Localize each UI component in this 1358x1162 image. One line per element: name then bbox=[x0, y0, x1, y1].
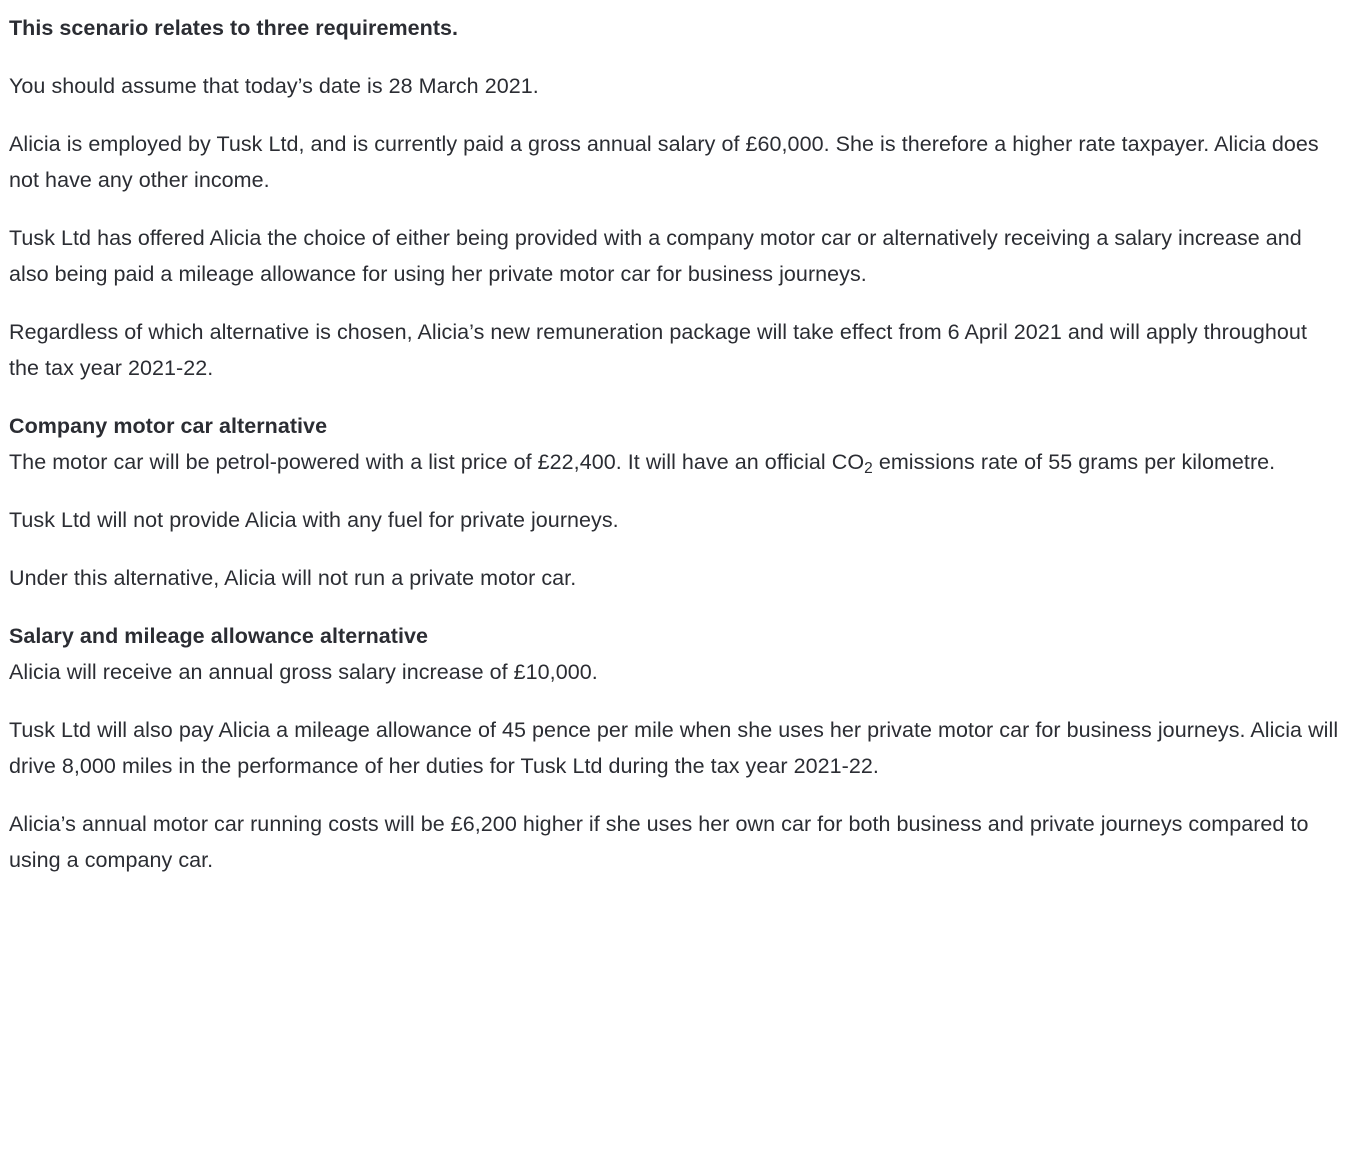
section-heading-salary-mileage: Salary and mileage allowance alternative bbox=[9, 624, 429, 648]
paragraph-no-private-car: Under this alternative, Alicia will not run a private motor car. bbox=[9, 566, 577, 590]
paragraph-employment-details: Alicia is employed by Tusk Ltd, and is currently paid a gross annual salary of £60,000. She is therefore a higher rate taxpayer. Alicia does not have any other income. bbox=[9, 132, 1319, 192]
company-car-text-before-co2: The motor car will be petrol-powered with a list price of £22,400. It will have an official CO bbox=[9, 450, 865, 474]
paragraph-no-private-fuel: Tusk Ltd will not provide Alicia with any fuel for private journeys. bbox=[9, 508, 619, 532]
co2-subscript: 2 bbox=[864, 460, 873, 478]
section-heading-company-car: Company motor car alternative bbox=[9, 414, 328, 438]
paragraph-salary-increase: Alicia will receive an annual gross salary increase of £10,000. bbox=[9, 660, 598, 684]
scenario-intro-heading: This scenario relates to three requirements. bbox=[9, 16, 459, 40]
paragraph-company-car-details bbox=[9, 444, 1339, 480]
paragraph-offer-choice: Tusk Ltd has offered Alicia the choice of either being provided with a company motor car or alternatively receiving a salary increase and also being paid a mileage allowance for using her private motor car for business journeys. bbox=[9, 226, 1302, 286]
company-car-text-after-co2: emissions rate of 55 grams per kilometre. bbox=[872, 450, 1276, 474]
paragraph-effective-date: Regardless of which alternative is chosen, Alicia’s new remuneration package will take effect from 6 April 2021 and will apply throughout the tax year 2021-22. bbox=[9, 320, 1307, 380]
paragraph-assume-date: You should assume that today’s date is 28 March 2021. bbox=[9, 74, 539, 98]
paragraph-running-costs: Alicia’s annual motor car running costs will be £6,200 higher if she uses her own car for both business and private journeys compared to using a company car. bbox=[9, 812, 1309, 872]
paragraph-mileage-allowance: Tusk Ltd will also pay Alicia a mileage allowance of 45 pence per mile when she uses her private motor car for business journeys. Alicia will drive 8,000 miles in the performance of her duties for Tusk Ltd during the tax year 2021-22. bbox=[9, 718, 1339, 778]
